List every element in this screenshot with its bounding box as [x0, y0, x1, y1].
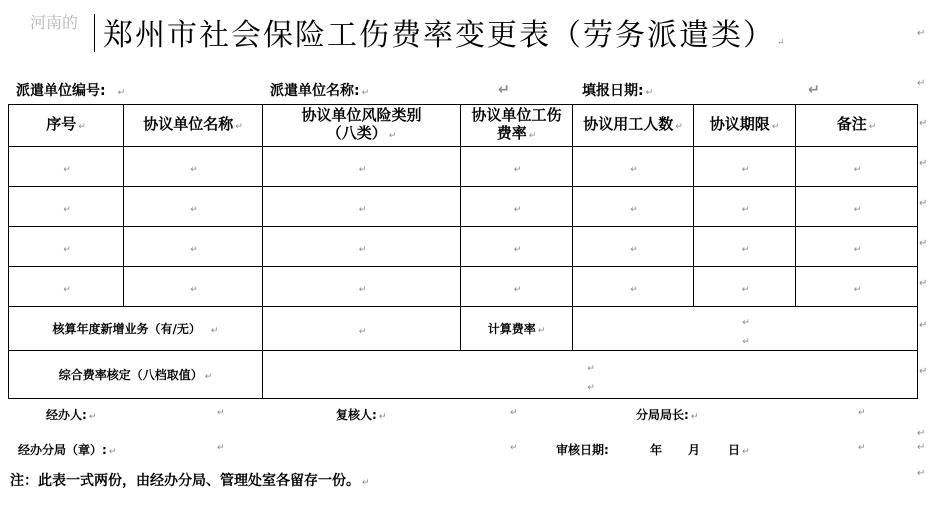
cell-seq[interactable]: ↵	[9, 227, 124, 267]
row-end-mark: ↵	[917, 442, 926, 453]
calc-rate-label: 计算费率 ↵	[461, 307, 573, 351]
table-header-row	[9, 105, 918, 147]
cell-workers[interactable]: ↵	[573, 187, 694, 227]
table-row	[9, 147, 918, 187]
row-end-mark: ↵	[919, 320, 928, 331]
row-end-mark: ↵	[919, 198, 928, 209]
review-date-label: 审核日期:	[556, 443, 609, 457]
calc-rate-value[interactable]: ↵ ↵	[573, 307, 918, 351]
row-end-mark: ↵	[919, 366, 928, 377]
dispatch-name-field[interactable]: 派遣单位名称: ↵	[270, 83, 370, 99]
cell-workers[interactable]: ↵	[573, 227, 694, 267]
para-mark: ↵	[217, 408, 225, 418]
header-seq: 序号 ↵	[9, 105, 124, 147]
review-date-month[interactable]: 月	[688, 443, 701, 457]
table-row	[9, 267, 918, 307]
row-end-mark: ↵	[919, 278, 928, 289]
handler-field[interactable]: 经办人: ↵	[46, 408, 97, 422]
para-mark: ↵	[510, 443, 518, 453]
fill-date-field[interactable]: 填报日期: ↵	[582, 83, 654, 99]
cell-remarks[interactable]: ↵	[796, 227, 918, 267]
cell-unit-name[interactable]: ↵	[124, 147, 263, 187]
text-cursor	[94, 14, 95, 52]
cell-rate[interactable]: ↵	[461, 147, 573, 187]
header-risk-class: 协议单位风险类别 （八类） ↵	[263, 105, 461, 147]
para-mark: ↵	[808, 82, 820, 98]
new-business-label: 核算年度新增业务（有/无） ↵	[9, 307, 263, 351]
para-mark: ↵	[498, 82, 510, 98]
page-title: 郑州市社会保险工伤费率变更表（劳务派遣类） ↵	[103, 18, 787, 53]
cell-rate[interactable]: ↵	[461, 267, 573, 307]
watermark: 河南的	[30, 13, 79, 32]
para-mark: ↵	[217, 443, 225, 453]
header-workers: 协议用工人数 ↵	[573, 105, 694, 147]
branch-head-field[interactable]: 分局局长: ↵	[636, 408, 699, 422]
cell-rate[interactable]: ↵	[461, 187, 573, 227]
row-end-mark: ↵	[919, 118, 928, 129]
cell-remarks[interactable]: ↵	[796, 187, 918, 227]
row-end-mark: ↵	[917, 468, 926, 479]
cell-risk-class[interactable]: ↵	[263, 187, 461, 227]
header-rate: 协议单位工伤 费率 ↵	[461, 105, 573, 147]
para-mark: ↵	[510, 408, 518, 418]
cell-term[interactable]: ↵	[694, 187, 796, 227]
cell-term[interactable]: ↵	[694, 227, 796, 267]
cell-workers[interactable]: ↵	[573, 147, 694, 187]
dispatch-code-field[interactable]: 派遣单位编号: ↵	[16, 83, 126, 99]
row-end-mark: ↵	[917, 28, 926, 39]
cell-term[interactable]: ↵	[694, 147, 796, 187]
footnote: 注：此表一式两份，由经办分局、管理处室各留存一份。 ↵	[10, 473, 370, 489]
row-end-mark: ↵	[919, 158, 928, 169]
row-end-mark: ↵	[917, 428, 926, 439]
row-end-mark: ↵	[917, 78, 926, 89]
review-date-day[interactable]: 日 ↵	[728, 443, 750, 457]
table-row	[9, 227, 918, 267]
branch-seal-field[interactable]: 经办分局（章）: ↵	[18, 443, 117, 457]
cell-workers[interactable]: ↵	[573, 267, 694, 307]
rate-change-table	[8, 104, 918, 399]
cell-seq[interactable]: ↵	[9, 147, 124, 187]
row-end-mark: ↵	[919, 238, 928, 249]
cell-remarks[interactable]: ↵	[796, 147, 918, 187]
header-term: 协议期限 ↵	[694, 105, 796, 147]
header-unit-name: 协议单位名称 ↵	[124, 105, 263, 147]
para-mark: ↵	[858, 408, 866, 418]
cell-risk-class[interactable]: ↵	[263, 227, 461, 267]
cell-rate[interactable]: ↵	[461, 227, 573, 267]
combined-rate-value[interactable]: ↵ ↵	[263, 351, 918, 399]
review-date-year[interactable]: 年	[650, 443, 663, 457]
new-business-value[interactable]: ↵	[263, 307, 461, 351]
cell-seq[interactable]: ↵	[9, 267, 124, 307]
cell-unit-name[interactable]: ↵	[124, 227, 263, 267]
reviewer-field[interactable]: 复核人: ↵	[336, 408, 387, 422]
combined-rate-row	[9, 351, 918, 399]
new-business-row	[9, 307, 918, 351]
cell-unit-name[interactable]: ↵	[124, 187, 263, 227]
cell-risk-class[interactable]: ↵	[263, 267, 461, 307]
para-mark: ↵	[858, 443, 866, 453]
header-remarks: 备注 ↵	[796, 105, 918, 147]
cell-risk-class[interactable]: ↵	[263, 147, 461, 187]
table-row	[9, 187, 918, 227]
cell-seq[interactable]: ↵	[9, 187, 124, 227]
cell-unit-name[interactable]: ↵	[124, 267, 263, 307]
cell-remarks[interactable]: ↵	[796, 267, 918, 307]
cell-term[interactable]: ↵	[694, 267, 796, 307]
combined-rate-label: 综合费率核定（八档取值） ↵	[9, 351, 263, 399]
